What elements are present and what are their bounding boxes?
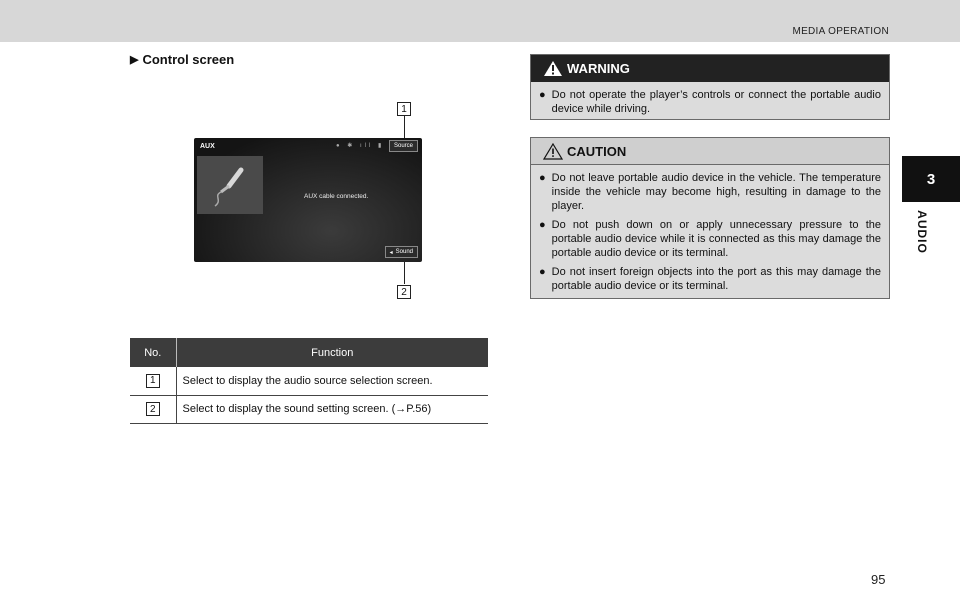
caution-header	[531, 138, 889, 165]
row-number: 1	[146, 374, 160, 388]
aux-screen-image	[194, 138, 422, 262]
row-number-cell	[130, 367, 176, 395]
chapter-label-text: AUDIO	[915, 210, 929, 254]
row-number: 2	[146, 402, 160, 416]
chapter-label	[912, 206, 932, 258]
bullet-icon: ●	[539, 219, 546, 231]
callout-1: 1	[397, 102, 411, 116]
caution-title: CAUTION	[567, 143, 627, 159]
row-function: Select to display the audio source selection screen.	[176, 367, 488, 395]
callout-1-leader	[404, 116, 405, 140]
warning-triangle-icon	[543, 60, 563, 77]
chapter-number-tab: 3	[902, 156, 960, 202]
list-item	[539, 265, 881, 293]
warning-box	[530, 54, 890, 120]
table-row	[130, 367, 488, 395]
caution-item-text: Do not insert foreign objects into the port as this may damage the portable audio device or its terminal.	[551, 266, 881, 292]
bullet-icon: ●	[539, 89, 546, 101]
sound-button[interactable]	[385, 246, 418, 258]
bullet-icon: ●	[539, 172, 546, 184]
warning-title: WARNING	[567, 61, 630, 76]
section-title: MEDIA OPERATION	[792, 26, 889, 37]
list-item	[539, 88, 881, 116]
caution-triangle-icon	[543, 143, 563, 160]
callout-2: 2	[397, 285, 411, 299]
column-header-no: No.	[130, 338, 176, 367]
sound-arrow-icon: ◂	[389, 249, 393, 256]
status-icons: ● ✱ ıll ▮	[336, 143, 385, 149]
caution-item-text: Do not push down on or apply unnecessary pressure to the portable audio device while it is connected as this may damage the portable audio device or its terminal.	[551, 219, 881, 259]
aux-cable-icon	[197, 156, 263, 214]
connection-message: AUX cable connected.	[304, 193, 369, 200]
source-button[interactable]: Source	[389, 140, 418, 152]
list-item	[539, 218, 881, 260]
sound-button-label: Sound	[395, 249, 413, 255]
warning-header	[531, 55, 889, 82]
warning-item-text: Do not operate the player’s controls or connect the portable audio device while driving.	[551, 89, 881, 115]
table-header-row	[130, 338, 488, 367]
caution-list	[531, 165, 889, 302]
heading-text: Control screen	[142, 52, 235, 67]
row-function: Select to display the sound setting screen. (→P.56)	[176, 395, 488, 423]
function-table	[130, 338, 488, 424]
column-header-function: Function	[176, 338, 488, 367]
caution-item-text: Do not leave portable audio device in the vehicle. The temperature inside the vehicle may become high, resulting in damage to the player.	[551, 172, 881, 212]
row-number-cell	[130, 395, 176, 423]
heading-marker-icon: ▶	[130, 54, 139, 66]
list-item	[539, 171, 881, 213]
warning-list	[531, 82, 889, 125]
page-number: 95	[871, 572, 886, 587]
caution-box	[530, 137, 890, 299]
table-row	[130, 395, 488, 423]
screen-title: AUX	[200, 143, 215, 150]
section-heading	[130, 52, 234, 67]
bullet-icon: ●	[539, 266, 546, 278]
callout-2-leader	[404, 262, 405, 284]
